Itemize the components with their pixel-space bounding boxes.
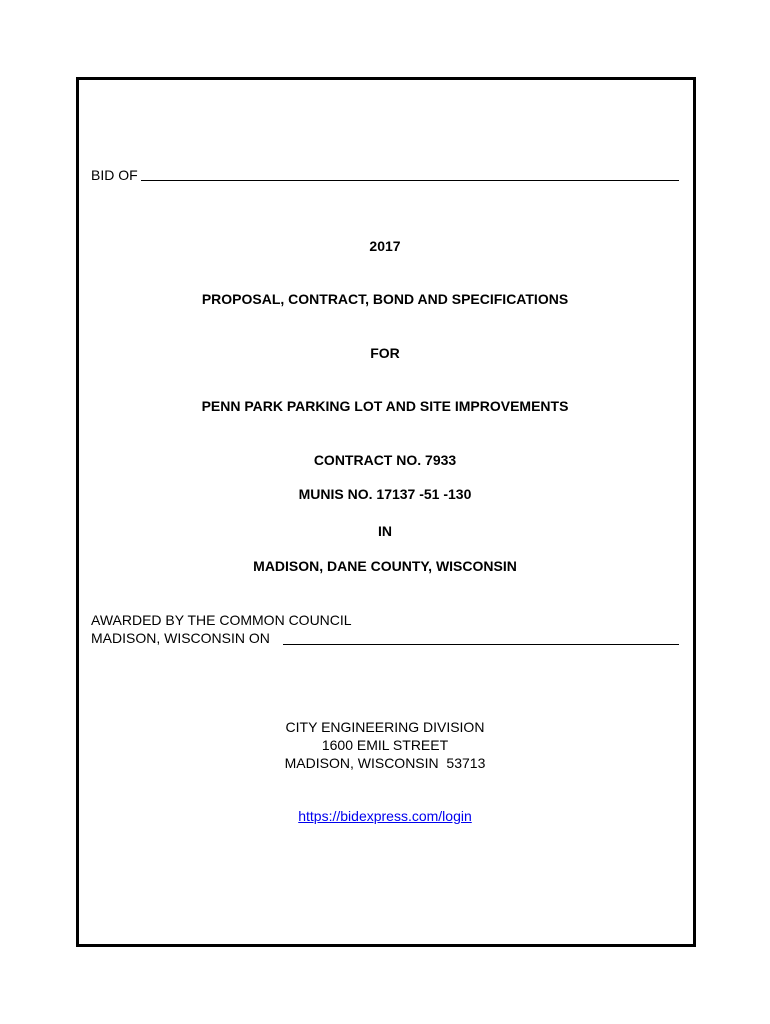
bid-of-blank-line: [141, 180, 679, 181]
bid-of-label: BID OF: [91, 167, 138, 183]
location-heading: MADISON, DANE COUNTY, WISCONSIN: [253, 558, 517, 574]
munis-number: MUNIS NO. 17137 -51 -130: [298, 486, 472, 502]
in-heading: IN: [378, 523, 392, 539]
for-heading: FOR: [370, 345, 400, 361]
award-line-1: AWARDED BY THE COMMON COUNCIL: [91, 612, 352, 628]
document-type-heading: PROPOSAL, CONTRACT, BOND AND SPECIFICATIONS: [201, 291, 569, 307]
award-date-blank-line: [283, 644, 679, 645]
contract-number: CONTRACT NO. 7933: [313, 452, 457, 468]
project-name-heading: PENN PARK PARKING LOT AND SITE IMPROVEMENTS: [201, 398, 569, 414]
year-heading: 2017: [369, 238, 401, 254]
bidexpress-login-link[interactable]: https://bidexpress.com/login: [298, 808, 472, 824]
award-line-2-label: MADISON, WISCONSIN ON: [91, 630, 270, 646]
issuer-division: CITY ENGINEERING DIVISION: [285, 719, 485, 735]
link-container: [0, 808, 770, 825]
issuer-street: 1600 EMIL STREET: [321, 737, 449, 753]
issuer-city-state-zip: MADISON, WISCONSIN 53713: [284, 755, 486, 771]
